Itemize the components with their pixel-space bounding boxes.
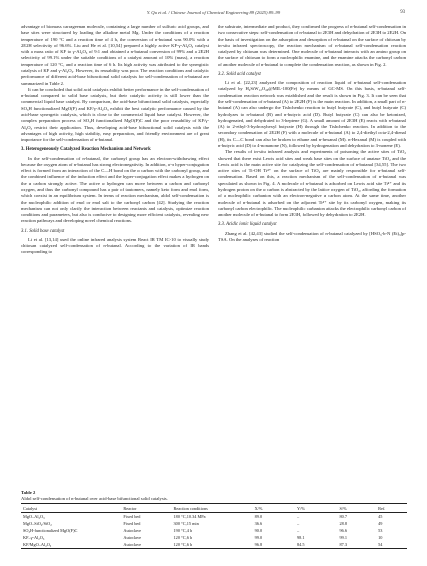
table-row	[21, 534, 407, 541]
paragraph: the substrate, intermediate and product, they confirmed the progress of n-butanal self-condensation in two consecutive steps: self-condensation of n-butanal to 2E3H and dehydration of 2E3H to 2E2H. On the basis of investigation on the adsorption and desorption of n-butanal on the surface of chitosan by in-situ infrared spectroscopy, the reaction mechanism of n-butanal self-condensation reaction catalyzed by chitosan was determined. One molecule of n-butanal interacts with an amino group on the surface of chitosan to form a nucleophilic enamine, and the enamine attacks the carbonyl carbon of another molecule of n-butanal to complete the condensation reaction, as shown in Fig. 2.	[218, 24, 406, 67]
table-cell: 96.8	[254, 541, 263, 547]
right-column	[218, 24, 406, 243]
paragraph: It can be concluded that solid acid catalysts exhibit better performance in the self-condensation of n-butanal compared to solid base catalysts, but their catalytic activity is still lower than the commercial liquid base catalyst. By comparison, the acid-base bifunctional solid catalysts, especially SO₃H functionalized MgO(F) and KF/γ-Al₂O₃ exhibit the best catalytic performance caused by the acid-base synergetic catalysis, which is close to the commercial liquid base catalyst. However, the complex preparation process of SO₃H functionalized MgO(F)C and the poor reusability of KF/γ-Al₂O₃ restrict their application. Thus, developing acid-base bifunctional solid catalysts with the advantages of high activity, high stability, easy preparation, and friendly environment are of great importance for the self-condensation of n-butanal.	[21, 86, 209, 143]
col-header: X/%	[254, 505, 263, 511]
table-caption: Aldol self-condensation of n-butanal over acid-base bifunctional solid catalysts.	[21, 495, 168, 501]
table-2	[21, 490, 407, 549]
paragraph: Li et al. [13,14] used the online infrared analysis system React IR TM IC-10 to visually study chitosan catalyzed self-condensation of n-butanal. According to the variation of IR bands corresponding to	[21, 236, 209, 255]
catalyst-table	[21, 503, 407, 549]
table-cell: Autoclave	[123, 527, 142, 533]
paragraph: Li et al. [22,23] analyzed the composition of reaction liquid of n-butanal self-condensation catalyzed by H₄SiW₁₂O₄₀@MIL-100(Fe) by means of GC-MS. On this basis, n-butanal self-condensation reaction network was established and the result is shown in Fig. 3. It can be seen that the self-condensation of n-butanal (A) to 2E2H (F) is the main reaction. In addition, a small part of n-butanal (A) can also undergo the Tishchenko reaction to butyl butyrate (C), and butyl butyrate (C) hydrolyzes to n-butanol (B) and n-butyric acid (D). Butyl butyrate (C) can also be ketonized, hydrogenated, and dehydrated to 3-heptene (G). A small amount of 2E3H (E) reacts with n-butanal (A) to 2-ethyl-3-hydroxyhexyl butyrate (H) through the Tishchenko reaction. In addition to the secondary condensation of 2E2H (F) with a molecule of n-butanal (A) to 2,4-diethyl octa-2,4-dienal (H), its C—C bond can also be broken to ethane and n-hexanal (M). n-Hexanal (M) is coupled with n-butyric acid (D) to 4-nonanone (N), followed by hydrogenation and dehydration to 3-nonene (E).	[218, 80, 406, 148]
table-cell: 99.0	[254, 534, 263, 540]
col-header: S/%	[339, 505, 347, 511]
paragraph: In the self-condensation of n-butanal, the carbonyl group has an electron-withdrawing effect because the oxygen atom of n-butanal has strong electronegativity. In addition, σ-π hyper-conjugation effect is formed from an interaction of the C—H bond on the α carbon with the carbonyl group, and the combined influence of the induction effect and the hyper-conjugation effect makes a hydrogen on the α carbon strongly active. The active α hydrogen can move between α carbon and carbonyl oxygen, and thus the carbonyl compound has a pair of tautomers, namely keto form and enol form, which coexist in an equilibrium system. In terms of reaction mechanism, aldol self-condensation is the nucleophilic addition of enol or enol salt to the carbonyl carbon [42]. Studying the reaction mechanism can not only clarify the interaction between reactants and catalysts, optimize reaction conditions and parameters, but also is conducive to designing more efficient catalysts, revealing new reaction pathways and developing novel chemical reactions.	[21, 155, 209, 224]
table-cell: 28.8	[339, 520, 348, 526]
subsection-heading: 3.1. Solid base catalyst	[21, 228, 65, 234]
table-cell: 98.1	[297, 534, 305, 540]
table-cell: 36.6	[254, 520, 263, 526]
table-header-row	[21, 504, 407, 513]
left-column	[21, 24, 209, 256]
table-cell: 99.1	[339, 534, 348, 540]
table-cell: Autoclave	[123, 541, 142, 547]
col-header: Reactor	[123, 505, 137, 511]
section-heading: 3. Heterogeneously Catalyzed Reaction Mechanism and Network	[21, 147, 151, 153]
table-cell: 120 °C,6 h	[173, 541, 193, 547]
table-cell: 53	[378, 527, 383, 533]
table-row	[21, 527, 407, 534]
table-cell: Fixed bed	[123, 513, 141, 519]
journal-citation: Y. Qu et al. / Chinese Journal of Chemical Engineering 89 (2025) 89–99	[146, 10, 281, 15]
table-cell: 90.0	[254, 527, 263, 533]
table-cell: 300 °C,15 min	[173, 520, 199, 526]
table-row	[21, 541, 407, 549]
paragraph: The results of in-situ infrared analysis and experiments of poisoning the active sites of TiO₂ showed that there exist Lewis acid sites and weak base sites on the surface of anatase TiO₂ and the Lewis acid is the main active site for catalyzing the self-condensation of n-butanal [34,55]. The two active sites of Ti-OH Ti⁴⁺ on the surface of TiO₂ are mainly responsible for n-butanal self-condensation. Based on this, a reaction mechanism of the self-condensation of n-butanal was speculated as shown in Fig. 4. A molecule of n-butanal is adsorbed on Lewis acid site Ti⁴⁺ and its hydrogen proton on the α carbon is abstracted by the lattice oxygen of TiO₂, affording the formation of a nucleophilic carbanion with an electron-negative α carbon atom. At the same time, another molecule of n-butanal is adsorbed on the adjacent Ti⁴⁺ site by its carbonyl oxygen, making its carbonyl carbon electrophilic. The nucleophilic carbanion attacks the electrophilic carbonyl carbon of another molecule of n-butanal to form 2E3H, followed by dehydration to 2E2H.	[218, 149, 406, 218]
table-cell: 180 °C,10.34 MPa	[173, 513, 206, 519]
subsection-heading: 3.3. Acidic ionic liquid catalyst	[218, 222, 277, 228]
table-cell: KF/MgO–Al₂O₃	[23, 541, 52, 547]
table-cell: MgO–SiO₂/SiO₂	[23, 520, 52, 526]
table-cell: 120 °C,6 h	[173, 534, 193, 540]
table-cell: –	[297, 513, 300, 519]
table-cell: –	[297, 520, 300, 526]
table-cell: 87.3	[339, 541, 348, 547]
table-row	[21, 512, 407, 520]
col-header: Y/%	[297, 505, 305, 511]
paragraph: Zhang et al. [42,43] studied the self-condensation of n-butanal catalyzed by [HSO₃-b-N (Et)₃]p-TSA. On the analyses of reaction	[218, 230, 406, 242]
col-header: Catalyst	[23, 505, 38, 511]
table-cell: 45	[378, 513, 383, 519]
table-cell: –	[297, 527, 300, 533]
table-cell: Fixed bed	[123, 520, 141, 526]
table-cell: 54	[378, 541, 383, 547]
col-header: Reaction conditions	[173, 505, 208, 511]
table-cell: 96.6	[339, 527, 348, 533]
table-cell: Autoclave	[123, 534, 142, 540]
table-label: Table 2	[21, 490, 36, 495]
table-cell: 10	[378, 534, 383, 540]
col-header: Ref.	[378, 505, 386, 511]
table-cell: 190 °C,4 h	[173, 527, 193, 533]
paragraph: advantage of biomass carrageenan molecule, containing a large number of sulfuric acid groups, and base sites were structured by loading the alkaline metal Mg. Under the conditions of a reaction temperature of 190 °C and a reaction time of 4 h, the conversion of n-butanal was 90.0% with a 2E2H selectivity of 96.6%. Liu and He et al. [10,54] prepared a highly active KF-γ-Al₂O₃ catalyst with a mass ratio of KF to γ-Al₂O₃ of 9:1 and obtained a n-butanal conversion of 99% and a 2E2H selectivity of 99.1% under the suitable conditions of a catalyst amount of 10% (mass), a reaction temperature of 120 °C, and a reaction time of 6 h. Its high activity was attributed to the synergistic catalysis of KF and γ-Al₂O₃. However, its reusability was poor. The reaction conditions and catalytic performance of different acid-base bifunctional solid catalysts for self-condensation of n-butanal are summarized in Table 2.	[21, 24, 209, 86]
table-cell: SO₃H-functionalized MgO(F)C	[23, 527, 78, 533]
table-row	[21, 520, 407, 527]
table-cell: 49	[378, 520, 383, 526]
table-cell: KF–γ-Al₂O₃	[23, 534, 45, 540]
table-cell: 89.0	[254, 513, 263, 519]
table-cell: MgO–Al₂O₃	[23, 513, 45, 519]
table-cell: 84.5	[297, 541, 305, 547]
page-number: 93	[400, 10, 405, 15]
table-cell: 80.7	[339, 513, 348, 519]
subsection-heading: 3.2. Solid acid catalyst	[218, 71, 261, 77]
running-header	[0, 8, 427, 18]
